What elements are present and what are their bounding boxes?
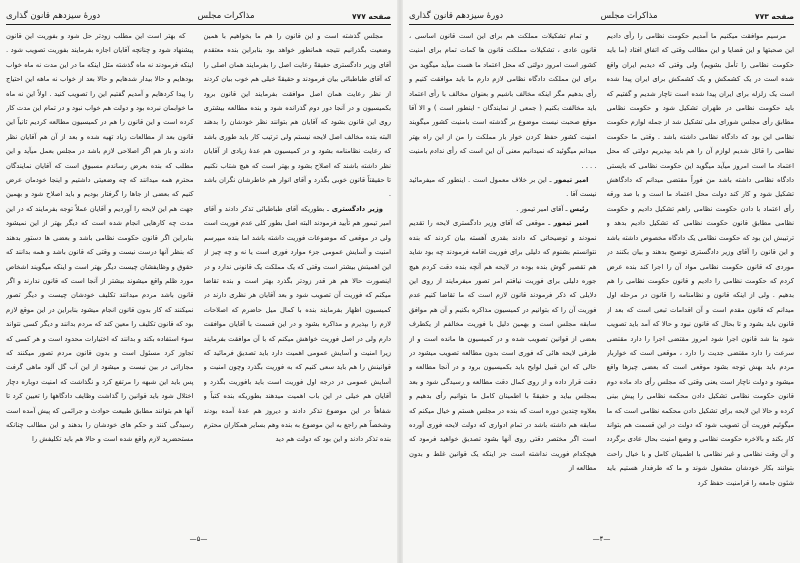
paragraph: مجلس گذشته است و این قانون را هم ما بخواهیم با همین وضعیت بگذرانیم نتیجه همانطور خواهد بود بنابراین بنده معتقدم آقای وزیر دادگستری حقیقةً رعایت اصل را بفرمایند همان اصلی را که آقای طباطبائی بیان فرمودند و حقیقةً خیلی هم خوب بیان کردند از نظر رعایت همان اصل موافقت بفرمایند این قانون برود بکمیسیون و در آنجا دور دوم گذرانده شود و بنده مطالعه بیشتری روی این قانون بشود که آقایان هم بتوانند نظر خودشان را بدهند البته بنده مخالف اصل لایحه نیستم ولی ترتیب کار باید طوری باشد که رعایت نظامنامه بشود و در کمیسیون هم عدهٔ زیادی از آقایان نظر داشته باشند که اصلاح بشود و بهتر است که هیچ شتاب نکنیم تا حقیقتاً قانون خوبی بگذرد و آقای انوار هم خاطرشان نگران باشد . [203,32,391,199]
column-left [6,29,194,527]
header-proceedings-title: مذاکرات مجلس [600,11,658,21]
speech-paragraph: امیر تیمور ـ این بر خلاف معمول است . اینطور که میفرمائید نیست آقا . [409,176,597,199]
paragraph: مرسیم موافقت میکنیم ما آمدیم حکومت نظامی را رأی دادیم این صحبتها و این قضایا و این مطالب وقتی که اتفاق افتاد (ما باید حکومت نظامی را تأمل بشویم) ولی وقتی که دیدیم ایران واقع شده است در یک کشمکش و یک کشمکش برای ایران پیدا شده است یک زلزله برای ایران پیدا شده است ناچار شدیم و گفتیم که باید حکومت نظامی در طهران تشکیل شود و حکومت نظامی مطابق رأی مجلس شورای ملی تشکیل شد از جمله لوازم حکومت نظامی این بود که دادگاه نظامی داشته باشد . وقتی ما حکومت نظامی را قائل شدیم لوازم آن را هم باید بپذیریم دولتی که محل اعتماد ما است امروز میآید میگوید این حکومت نظامی که بایستی دادگاه نظامی داشته باشد من فوراً مقتضی میدانم که دادگاهش تشکیل شود و کار کند دولت محل اعتماد ما است و با صد ورقه رأی اعتماد با دادن حکومت نظامی راهم تشکیل دادیم و حکومت نظامی مطابق قانون حکومت نظامی که تشکیل دادیم بدهد و ترتیبش این بود که حکومت نظامی یک دادگاه مخصوص داشته باشد و این قانون را آقای وزیر دادگستری توضیح بدهند و بیان بکنند در موردی که قانون حکومت نظامی مواد آن را اجرا کند بنده عرض کردم که حکومت نظامی را دادیم و قانون حکومت نظامی را هم بدهیم . ولی از اینکه قانون و نظامنامه را قانون در مرحله اول میدانم که قانون مقدم است و آن اقدامات تبعی است که بعد از قانون باید بشود و تا بحال که قانون نبود و حالا که آمد باید تصویب شود بنا شد قانون اجرا شود امروز مقتضی اجرا را دارد مقتضی سرعت را دارد مقتضی جدیت را دارد ، موقعی است که خواربار مردم باید بهش توجه بشود موقعی است که بعضی چیزها واقع میشود و دولت ناچار است یعنی وقتی که مجلس رأی داد ماده دوم قانون حکومت نظامی تشکیل دادن محکمه نظامی را پیش بینی کرده و حالا این لایحه برای تشکیل دادن محکمه نظامی است که ما میگوئیم فوریت آن تصویب شود که دولت در این قسمت هم بتواند کار بکند و بالاخره حکومت نظامی و وضع امنیت بحال عادی برگردد و آن وقت نظامی و غیر نظامی با اطمینان کامل و با خیال راحت بتوانند بکار خودشان مشغول شوند و ما که طرفدار هستیم باید شئون جامعه را قرامنیت حفظ کرد [606,32,794,487]
page-header [409,7,794,21]
speech-paragraph: امیر تیمور ـ موقعی که آقای وزیر دادگستری لایحه را تقدیم نمودند و توضیحاتی که دادند بقدری آهسته بیان کردند که بنده نتوانستم بشنوم که دلیلی برای فوریت اقامه فرمودند چه بود شاید هم تقصیر گوش بنده بوده در لایحه هم آنچه بنده دقت کردم هیچ جوره دلیلی برای فوریت نیافتم امر تصور میفرمایند از روی این دلایلی که ذکر فرمودند قانون لازم است که ما تقاضا کنیم عدم فوریت آن را که بتوانیم در کمیسیون مذاکره بکنیم و آن هم موافق سابقه مجلس است و بهمین دلیل با فوریت مخالفم از یکطرف بعضی از قوانین تصویب شده و در کمیسیون ها مانده است و از طرفی لایحه هائی که فوری است بدون مطالعه تصویب میشود در حالی که این قبیل لوایح باید بکمیسیون برود و در آنجا مطالعه و دقت قرار داده و از روی کمال دقت مطالعه و رسیدگی شود و بعد بمجلس بیاید و حقیقةً با اطمینان کامل ما بتوانیم رأی بدهیم و بعلاوه چندین دوره است که بنده در مجلس هستم و خیال میکنم که سابقه هم داشته باشد در تمام ادواری که دولت لایحه فوری آورده است اگر مختصر دقتی روی آنها بشود تصدیق خواهید فرمود که هیچکدام فوریت نداشته است جز اینکه یک قوانین غلط و بدون مطالعه از [409,219,597,473]
text-columns [409,29,794,527]
header-proceedings-title: مذاکرات مجلس [197,11,255,21]
speaker-name: رئیس [569,204,589,213]
text-columns [6,29,391,527]
header-session-title: دورهٔ سیزدهم قانون گذاری [409,11,504,21]
speaker-name: وزیر دادگستری [331,204,383,213]
speaker-name: امیر تیمور [554,176,589,185]
speaker-name: امیر تیمور [553,219,589,228]
column-left [409,29,597,527]
page-right [403,0,800,563]
page-footer-number: —۵— [189,535,208,543]
speech-paragraph: رئیس ـ آقای امیر تیمور . [516,204,589,213]
column-right [607,29,795,527]
page-left [0,0,397,563]
speech-paragraph: وزیر دادگستری ـ بطوریکه آقای طباطبائی تذکر دادند و آقای امیر تیمور هم تأیید فرمودند البته اصل بطور کلی عدم فوریت است ولی در موقعی که موضوعات فوریت داشته باشد اما بنده میپرسم امنیت و آسایش عمومی جزء موارد فوری است یا نه و چه چیز از این اهمیتش بیشتر است وقتی که یک مملکت یک قانونی ندارد و در اینصورت حالا هم هر قدر زودتر بگذرد بهتر است و بنده تقاضا میکنم که فوریت آن تصویب شود و بعد آقایان هر نظری دارند در کمیسیون اظهار بفرمایند بنده با کمال میل حاضرم که اصلاحات لازم را بپذیرم و مذاکره بشود و در این قسمت با آقایان موافقت دارم ولی در اصل فوریت خواهش میکنم که با آن موافقت بفرمایند زیرا امنیت و آسایش عمومی اهمیت دارد باید تصدیق فرمائید که قوانینش را هم باید سعی کنیم که به فوریت بگذرد وچون امنیت و آسایش عمومی در درجه اول فوریت است باید بافوریت بگذرد و آقایان هم خیلی در این باب اهمیت میدهند بطوریکه بنده کتباً و شفاهاً در این موضوع تذکر دادند و دیروز هم عدهٔ آمده بودند وشخصاً هم راجع به این موضوع به بنده وهم بسایر همکاران محترم بنده تذکر دادند و این بود که دولت هم دید [203,204,391,444]
paragraph: که بهتر است این مطلب زودتر حل شود و بفوریت این قانون پیشنهاد شود و چنانچه آقایان اجازه بفرمایند بفوریت تصویب شود . اینکه فرمودند نه ماه گذشته مثل اینکه ما در این مدت نه ماه خواب بودهایم و حالا بیدار شدهایم و حالا بعد از خواب نه ماهه این احتیاج را پیدا کردهایم و آمدیم گفتیم این را تصویب کنید . اولاً این نه ماه ما خوابمان نبرده بود و دولت هم خواب نبود و در تمام این مدت کار کرده است و این قانون را هم در کمیسیون مطالعه کردیم ثانیاً این قانون بعد از مطالعات زیاد تهیه شده و بعد از آن هم آقایان نظر دادند و باز هم اگر اصلاحی لازم باشد در مجلس بعمل میآید و این مطلب که بنده بعرض رساندم مسبوق است که آقایان نمایندگان محترم همه میدانند که چه وضعیتی داشتیم و اینجا خودمان عرض کنیم که بعضی از جاها را گرفتار بودیم و باید اصلاح شود و بهمین جهت هم این لایحه را آوردیم و آقایان عملاً توجه بفرمایند که در این مدت چه کارهایی انجام شده است که دیگر بهتر از این نمیشود بنابراین اگر قانون حکومت نظامی باشد و بعضی ها دستور بدهند که بنظر آنها درست نیست و وقتی که قانون باشد و همه بدانند که حقوق و وظایفشان چیست دیگر بهتر است و اینکه میگویند اشخاص مورد ظلم واقع میشوند بیشتر از آنجا است که قانون ندارند و اگر قانون باشد مردم میدانند تکلیف خودشان چیست و دیگر تصور نمیکنند که کار بدون قانون انجام میشود بنابراین در این موقع لازم بود که قانون تکلیف را معین کند که مردم بدانند و دیگر کسی نتواند سوء استفاده بکند و بدانند که اختیارات محدود است و هر کسی که تجاوز کرد مسئول است و بدون قانون مردم تصور میکنند که مجازاتی در بین نیست و میشود از این آب گل آلود ماهی گرفت پس باید این شبهه را مرتفع کرد و نگذاشت که امنیت دوباره دچار اختلال شود باید قوانین را گذاشت وظایف دادگاهها را تعیین کرد تا آنها هم بتوانند مطابق طبیعت حوادث و جرائمی که پیش آمده است رسیدگی کنند و حکم های خودشان را بدهند و این مطالب چنانکه مستحضرید لازم واقع شده است و حالا هم باید تکلیفش را [6,32,194,444]
header-page-number: صفحه ۷۷۷ [352,12,391,21]
header-rule [409,24,794,25]
header-rule [6,24,391,25]
header-session-title: دورهٔ سیزدهم قانون گذاری [6,11,101,21]
header-page-number: صفحه ۷۷۳ [755,12,794,21]
page-footer-number: —۴— [592,535,611,543]
paragraph: و تمام تشکیلات مملکت هم برای این است قانون اساسی ، قانون عادی ، تشکیلات مملکت قانون ها کمات تمام برای امنیت کشور است امروز دولتی که محل اعتماد ما هست میآید میگوید من برای این مملکت دادگاه نظامی لازم دارم ما باید موافقت کنیم و رأی بدهیم مگر اینکه مخالف باشیم و بعنوان مخالف با رأی اعتماد باید مخالفت بکنیم ( جمعی از نمایندگان - اینطور است ) و الا آقا موقع صحبت نیست موضوع بر گذشته است بامنیت کشور میگویند امنیت کشور حفظ کردن خوار بار مملکت را من از این راه بهتر میدانم میگوئید که نمیدانیم معنی آن این است که رأی ندادم بامنیت . . . . [409,32,597,170]
column-right [204,29,392,527]
page-header [6,7,391,21]
